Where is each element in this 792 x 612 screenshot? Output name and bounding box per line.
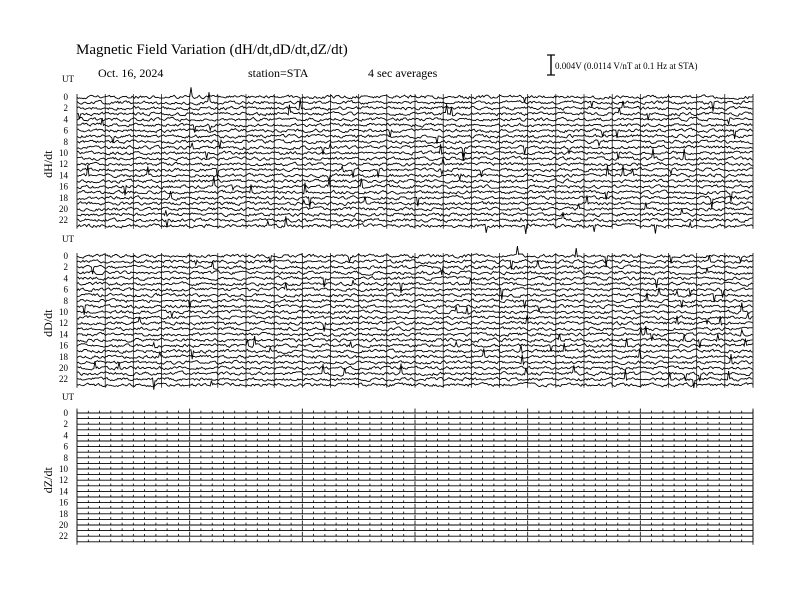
scale-note: 0.004V (0.0114 V/nT at 0.1 Hz at STA): [555, 61, 698, 71]
hour-tick-label: 2: [63, 419, 68, 430]
chart-title: Magnetic Field Variation (dH/dt,dD/dt,dZ/dt): [76, 42, 348, 58]
panel-1: [41, 74, 753, 234]
hour-tick-label: 8: [63, 136, 68, 147]
hour-tick-label: 14: [59, 329, 68, 340]
averaging-label: 4 sec averages: [368, 66, 438, 80]
hour-tick-label: 10: [59, 307, 68, 317]
date-label: Oct. 16, 2024: [98, 66, 164, 80]
panels: [41, 74, 753, 545]
hour-tick-label: 16: [59, 497, 68, 508]
trace-line: [77, 178, 753, 184]
hour-tick-label: 6: [63, 125, 68, 136]
hour-tick-label: 2: [63, 262, 68, 273]
hour-tick-label: 22: [59, 374, 68, 385]
hour-tick-label: 20: [59, 520, 68, 530]
hour-tick-label: 10: [59, 148, 68, 158]
hour-tick-label: 4: [63, 114, 68, 125]
panel-2: [41, 234, 753, 390]
hour-tick-label: 6: [63, 284, 68, 295]
hour-tick-label: 18: [59, 508, 68, 519]
hour-tick-label: 20: [59, 204, 68, 214]
hour-tick-label: 0: [63, 408, 68, 418]
hour-tick-label: 14: [59, 170, 68, 181]
hour-tick-label: 18: [59, 192, 68, 203]
hour-tick-label: 8: [63, 295, 68, 306]
panel-ylabel: dD/dt: [41, 309, 55, 337]
hour-tick-label: 22: [59, 215, 68, 226]
scale-bar: [547, 55, 697, 75]
hour-tick-label: 16: [59, 181, 68, 192]
hour-tick-label: 12: [59, 475, 68, 486]
hour-tick-label: 2: [63, 103, 68, 114]
trace-line: [77, 537, 753, 545]
hour-tick-label: 6: [63, 441, 68, 452]
hour-tick-label: 14: [59, 486, 68, 497]
hour-tick-label: 4: [63, 430, 68, 441]
hour-tick-label: 22: [59, 531, 68, 542]
ut-label: UT: [62, 234, 74, 244]
hour-tick-label: 16: [59, 340, 68, 351]
hour-tick-label: 8: [63, 452, 68, 463]
hour-tick-label: 0: [63, 92, 68, 102]
hour-tick-label: 10: [59, 464, 68, 474]
trace-line: [77, 326, 753, 332]
hour-tick-label: 12: [59, 159, 68, 170]
hour-tick-label: 0: [63, 251, 68, 261]
station-label: station=STA: [248, 66, 309, 80]
hour-tick-label: 18: [59, 351, 68, 362]
hour-tick-label: 12: [59, 318, 68, 329]
panel-ylabel: dH/dt: [41, 150, 55, 178]
ut-label: UT: [62, 74, 74, 84]
ut-label: UT: [62, 392, 74, 402]
hour-tick-label: 4: [63, 273, 68, 284]
hour-tick-label: 20: [59, 363, 68, 373]
panel-ylabel: dZ/dt: [41, 467, 55, 494]
panel-3: [41, 392, 753, 545]
